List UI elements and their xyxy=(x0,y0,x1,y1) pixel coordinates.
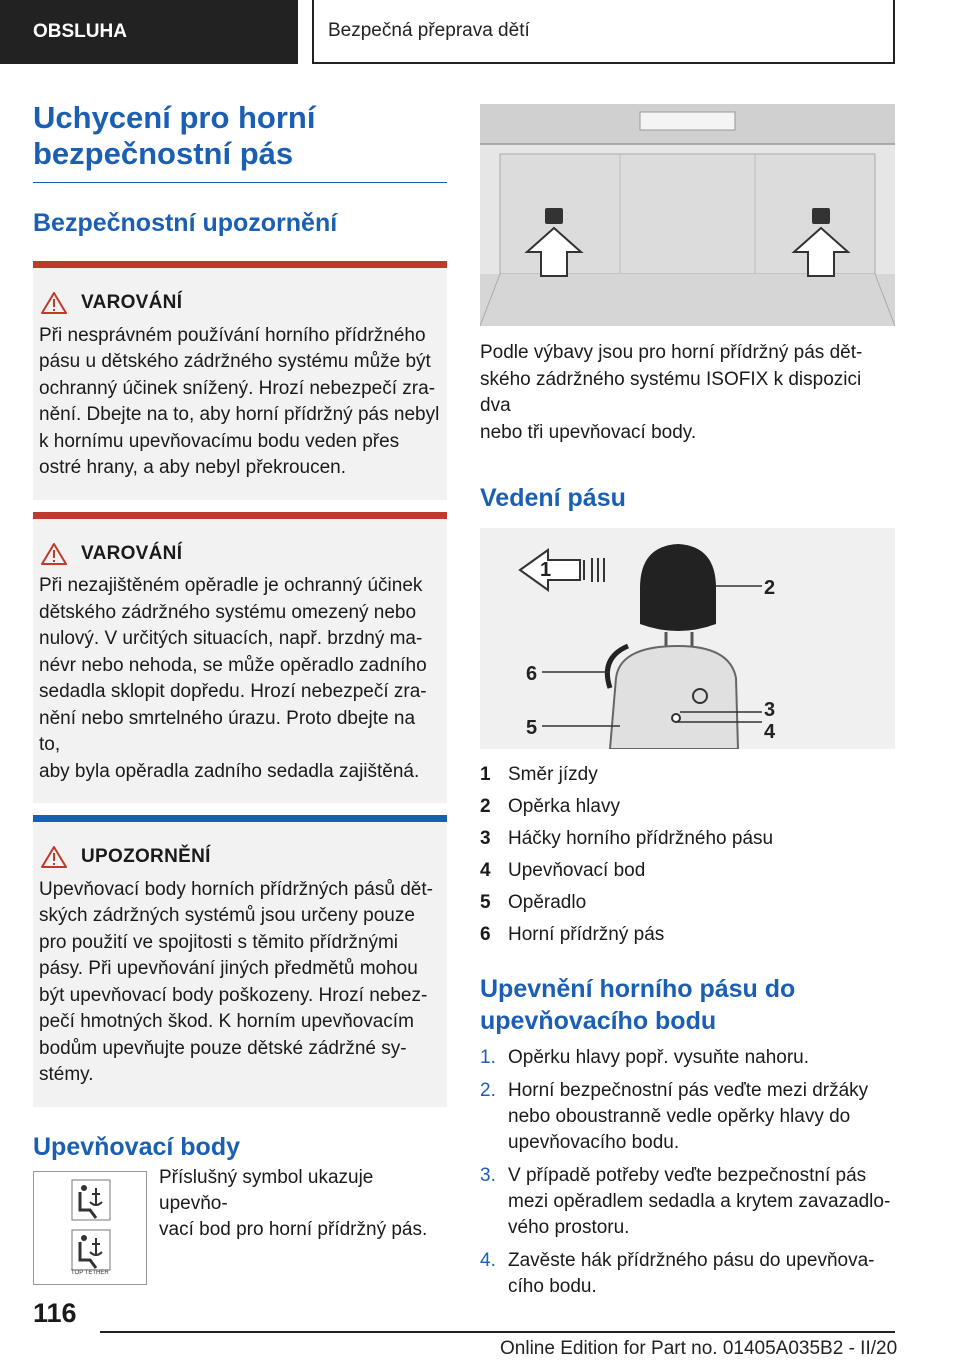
chapter-tab xyxy=(312,0,895,64)
notice-line: pečí hmotných škod. K horním upevňovacím xyxy=(39,1011,414,1032)
step-line: nebo oboustranně vedle opěrky hlavy do xyxy=(508,1106,851,1127)
callout-label: 6 xyxy=(526,663,538,685)
warning-label: VAROVÁNÍ xyxy=(81,542,183,564)
legend-item xyxy=(480,855,895,887)
step-line: Zavěste hák přídržného pásu do upevňova- xyxy=(508,1250,875,1271)
step-item xyxy=(480,1248,895,1300)
fasten-heading-line: upevňovacího bodu xyxy=(480,1007,717,1035)
step-item xyxy=(480,1163,895,1241)
safety-heading: Bezpečnostní upozornění xyxy=(33,209,338,237)
left-column xyxy=(33,100,447,1285)
step-line: Horní bezpečnostní pás veďte mezi držáky xyxy=(508,1080,869,1101)
warning-line: ostré hrany, a aby nebyl překroucen. xyxy=(39,457,346,478)
callout-label: 2 xyxy=(764,577,776,599)
notice-line: pásy. Při upevňování jiných předmětů mohou xyxy=(39,958,418,979)
edition-note: Online Edition for Part no. 01405A035B2 - II/20 xyxy=(500,1338,898,1359)
legend-item xyxy=(480,919,895,951)
warning-line: Při nezajištěném opěradle je ochranný účinek xyxy=(39,575,423,596)
warning-line: névr nebo nehoda, se může opěradlo zadního xyxy=(39,654,427,676)
child-seat-anchor-icon xyxy=(34,1172,146,1284)
step-number: 4. xyxy=(480,1250,496,1271)
legend-number: 6 xyxy=(480,924,491,945)
warning-box-1 xyxy=(33,261,447,500)
notice-line: Upevňovací body horních přídržných pásů dět- xyxy=(39,878,433,900)
step-number: 3. xyxy=(480,1165,496,1186)
footer-divider xyxy=(100,1331,895,1333)
notice-line: být upevňovací body poškozeny. Hrozí nebez- xyxy=(39,984,428,1006)
legend-item xyxy=(480,791,895,823)
legend-text: Směr jízdy xyxy=(508,764,598,785)
step-line: Opěrku hlavy popř. vysuňte nahoru. xyxy=(508,1047,810,1068)
notice-line: stémy. xyxy=(39,1064,94,1085)
notice-label: UPOZORNĚNÍ xyxy=(81,846,211,867)
section-tab xyxy=(0,0,298,64)
warning-line: sedadla sklopit dopředu. Hrozí nebezpečí zra- xyxy=(39,681,427,702)
warning-line: ochranný účinek snížený. Hrozí nebezpečí zra- xyxy=(39,377,436,399)
anchor-text-line: Příslušný symbol ukazuje upevňo- xyxy=(159,1166,374,1214)
intro-line: ského zádržného systému ISOFIX k dispozici dva xyxy=(480,368,862,416)
warning-title xyxy=(39,541,441,568)
legend-number: 4 xyxy=(480,860,491,881)
warning-line: aby byla opěradla zadního sedadla zajištěná. xyxy=(39,760,420,782)
callout-label: 5 xyxy=(526,717,538,739)
callout-label: 1 xyxy=(540,559,552,581)
warning-line: Při nesprávném používání horního přídržného xyxy=(39,324,426,346)
legend-text: Opěradlo xyxy=(508,892,587,913)
page-title xyxy=(33,100,447,183)
top-tether-caption: TOP TETHER xyxy=(71,1269,109,1276)
step-line: cího bodu. xyxy=(508,1276,597,1297)
step-line: vého prostoru. xyxy=(508,1217,630,1238)
page-title-line-2: bezpečnostní pás xyxy=(33,136,294,171)
notice-line: ských zádržných systémů jsou určeny pouze xyxy=(39,905,415,926)
section-label: OBSLUHA xyxy=(33,21,127,42)
chapter-label: Bezpečná přeprava dětí xyxy=(328,20,530,41)
intro-paragraph xyxy=(480,340,895,446)
belt-routing-heading: Vedení pásu xyxy=(480,484,626,512)
belt-routing-diagram xyxy=(480,528,895,749)
warning-line: nění nebo smrtelného úrazu. Proto dbejte na to, xyxy=(39,707,416,755)
step-line: upevňovacího bodu. xyxy=(508,1132,680,1153)
legend-text: Upevňovací bod xyxy=(508,860,646,881)
warning-line: pásu u dětského zádržného systému může být xyxy=(39,351,431,372)
trunk-interior-illustration xyxy=(480,104,895,326)
intro-line: Podle výbavy jsou pro horní přídržný pás dět- xyxy=(480,342,863,363)
top-tether-symbol-box xyxy=(33,1171,147,1285)
notice-line: pro použití ve spojitosti s těmito přídržnými xyxy=(39,931,399,953)
seat-tether-diagram xyxy=(480,528,895,749)
warning-line: dětského zádržného systému omezený nebo xyxy=(39,601,417,623)
anchor-description xyxy=(159,1165,447,1285)
step-line: mezi opěradlem sedadla a krytem zavazadlo- xyxy=(508,1191,891,1212)
step-number: 2. xyxy=(480,1080,496,1101)
intro-line: nebo tři upevňovací body. xyxy=(480,421,697,443)
notice-box xyxy=(33,815,447,1107)
warning-box-2 xyxy=(33,512,447,804)
step-item xyxy=(480,1045,895,1071)
legend-number: 5 xyxy=(480,892,491,913)
warning-line: nulový. V určitých situacích, např. brzdný ma- xyxy=(39,628,423,649)
legend-list xyxy=(480,759,895,951)
anchor-points-heading: Upevňovací body xyxy=(33,1132,240,1161)
legend-number: 2 xyxy=(480,796,491,817)
notice-line: bodům upevňujte pouze dětské zádržné sy- xyxy=(39,1037,407,1059)
warning-triangle-icon xyxy=(41,543,67,565)
fasten-heading-line: Upevnění horního pásu do xyxy=(480,975,796,1003)
legend-text: Horní přídržný pás xyxy=(508,924,665,945)
warning-label: VAROVÁNÍ xyxy=(81,292,183,313)
page-title-line-1: Uchycení pro horní xyxy=(33,100,316,135)
warning-triangle-icon xyxy=(41,292,67,314)
fasten-belt-heading xyxy=(480,973,895,1037)
callout-label: 4 xyxy=(764,721,776,743)
warning-triangle-icon xyxy=(41,846,67,868)
anchor-text-line: vací bod pro horní přídržný pás. xyxy=(159,1218,428,1240)
callout-label: 3 xyxy=(764,699,776,721)
page-number: 116 xyxy=(33,1298,77,1328)
warning-line: nění. Dbejte na to, aby horní přídržný pás nebyl xyxy=(39,404,440,425)
step-line: V případě potřeby veďte bezpečnostní pás xyxy=(508,1165,867,1186)
legend-text: Háčky horního přídržného pásu xyxy=(508,828,774,849)
steps-list xyxy=(480,1045,895,1300)
legend-item xyxy=(480,887,895,919)
anchor-symbol-section xyxy=(33,1165,447,1285)
step-item xyxy=(480,1078,895,1156)
notice-title xyxy=(39,844,441,871)
trunk-anchor-photo xyxy=(480,104,895,326)
warning-title xyxy=(39,290,441,317)
legend-item xyxy=(480,759,895,791)
legend-number: 3 xyxy=(480,828,491,849)
legend-number: 1 xyxy=(480,764,491,785)
right-column xyxy=(480,104,895,1307)
warning-line: k hornímu upevňovacímu bodu veden přes xyxy=(39,430,400,452)
legend-item xyxy=(480,823,895,855)
step-number: 1. xyxy=(480,1047,496,1068)
legend-text: Opěrka hlavy xyxy=(508,796,620,817)
